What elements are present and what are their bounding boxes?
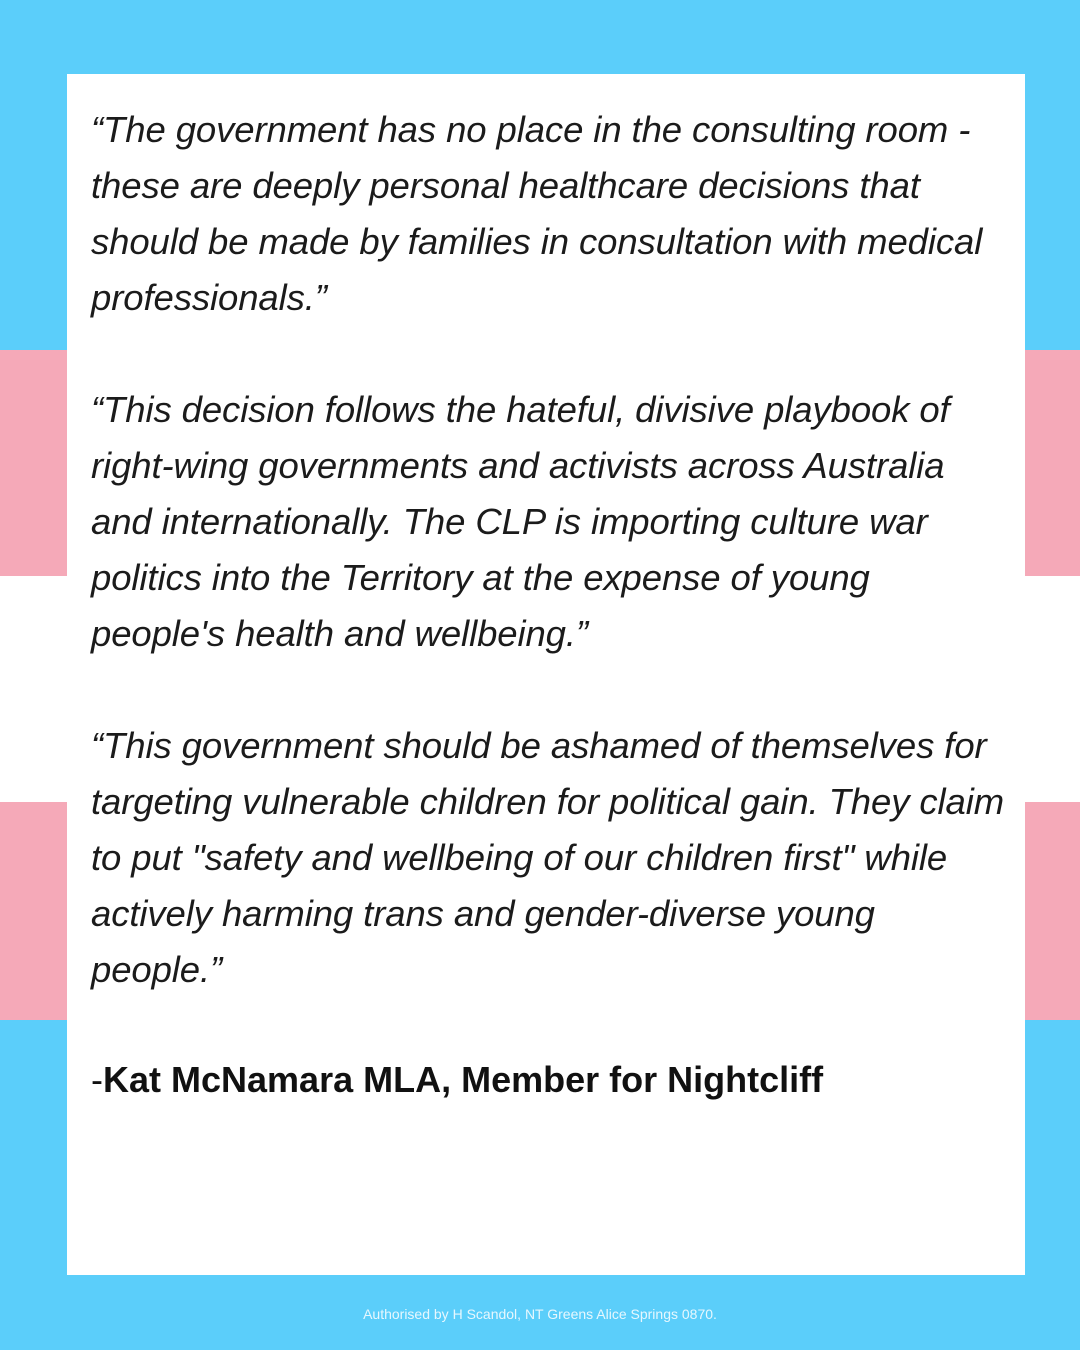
quote-2: “This decision follows the hateful, divisive playbook of right-wing governments and activists across Australia and internationally. The CLP is importing culture war politics into the Territory at the expense of young people's health and wellbeing.”: [91, 389, 950, 654]
quote-1: “The government has no place in the consulting room - these are deeply personal healthcare decisions that should be made by families in consultation with medical professionals.”: [91, 109, 983, 318]
authorisation-footer: Authorised by H Scandol, NT Greens Alice Springs 0870.: [363, 1306, 717, 1322]
attribution-dash: -: [91, 1059, 103, 1100]
quote-card: [67, 74, 1025, 1275]
attribution: [91, 1052, 1011, 1108]
quote-3: “This government should be ashamed of themselves for targeting vulnerable children for political gain. They claim to put "safety and wellbeing of our children first" while actively harming trans and gender-diverse young people.”: [91, 725, 1005, 990]
attribution-name: Kat McNamara MLA, Member for Nightcliff: [103, 1059, 824, 1100]
